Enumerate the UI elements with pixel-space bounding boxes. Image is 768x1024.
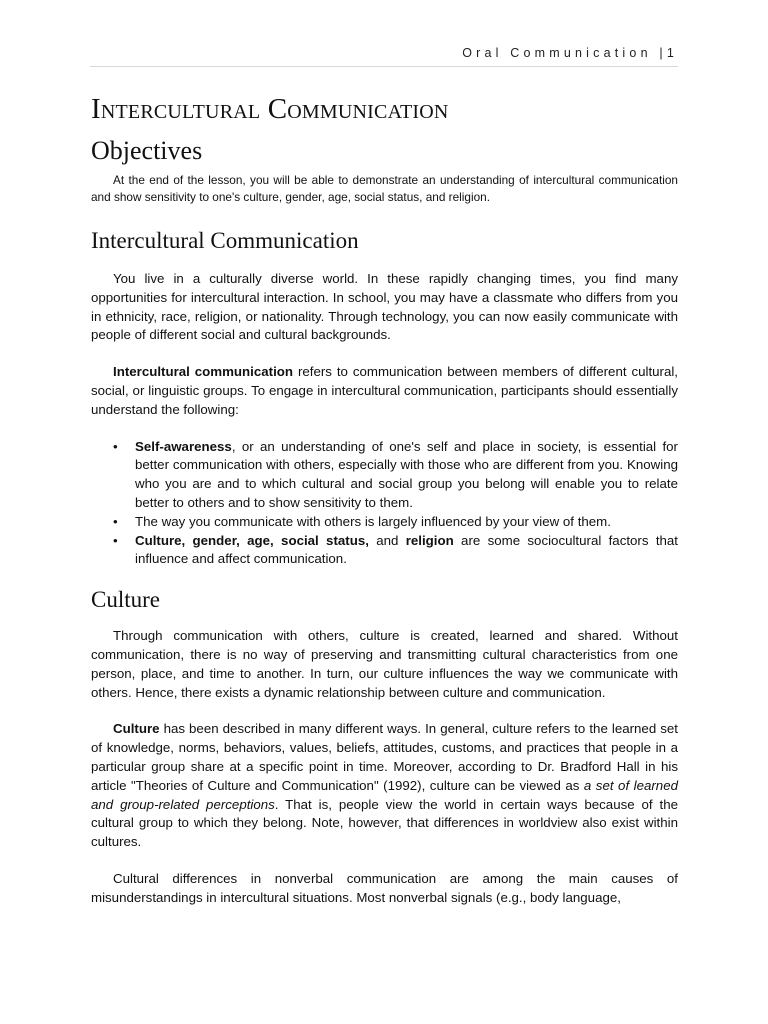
bullet-glyph: • — [113, 532, 118, 548]
religion-term: religion — [405, 532, 454, 548]
list-item — [91, 438, 678, 513]
header-text: Oral Communication |1 — [462, 46, 678, 60]
intercultural-bullet-list — [91, 438, 678, 570]
conjunction-text: and — [368, 532, 406, 548]
culture-emphasis: a set of learned and group-related perceptions — [91, 777, 678, 812]
culture-heading: Culture — [91, 587, 160, 613]
objectives-paragraph: At the end of the lesson, you will be able to demonstrate an understanding of intercultural communication and show sensitivity to one's culture, gender, age, social status, and religion. — [91, 173, 678, 204]
culture-paragraph-3: Cultural differences in nonverbal communication are among the main causes of misunderstandings in intercultural situations. Most nonverbal signals (e.g., body language, — [91, 870, 678, 905]
bullet-glyph: • — [113, 513, 118, 529]
list-item — [91, 513, 678, 532]
culture-paragraph-2 — [91, 720, 678, 852]
intercultural-heading: Intercultural Communication — [91, 228, 359, 253]
intercultural-paragraph-2 — [91, 363, 678, 419]
sociocultural-terms: Culture, gender, age, social status, — [135, 532, 369, 548]
culture-term: Culture — [113, 721, 160, 737]
intercultural-paragraph-1: You live in a culturally diverse world. In these rapidly changing times, you find many opportunities for intercultural interaction. In school, you may have a classmate who differs from you in ethnicity, race, religion, or nationality. Through technology, you can now easily communicate with people of different social and cultural backgrounds. — [91, 271, 678, 343]
self-awareness-text: , or an understanding of one's self and place in society, is essential for better communication with others, especially with those who are different from you. Knowing who you are and to which cultural and social group you belong will enable you to relate better to others and to show sensitivity to them. — [135, 438, 678, 510]
bullet-glyph: • — [113, 438, 118, 454]
self-awareness-term: Self-awareness — [135, 438, 232, 454]
culture-definition-b: . That is, people view the world in certain ways because of the cultural group to which they belong. Note, however, that differences in worldview also exist within cultures. — [91, 796, 678, 850]
culture-paragraph-1: Through communication with others, culture is created, learned and shared. Without communication, there is no way of preserving and transmitting cultural characteristics from one person, place, and time to another. In turn, our culture influences the way we communicate with others. Hence, there exists a dynamic relationship between culture and communication. — [91, 628, 678, 700]
list-item — [91, 532, 678, 570]
view-of-others-text: The way you communicate with others is largely influenced by your view of them. — [135, 513, 611, 529]
intercultural-definition: refers to communication between members of different cultural, social, or linguistic groups. To engage in intercultural communication, participants should essentially understand the following: — [91, 364, 679, 417]
intercultural-term: Intercultural communication — [113, 364, 294, 380]
sociocultural-text: are some sociocultural factors that influence and affect communication. — [135, 532, 678, 567]
objectives-heading: Objectives — [91, 136, 203, 165]
culture-definition-a: has been described in many different ways. In general, culture refers to the learned set of knowledge, norms, behaviors, values, beliefs, attitudes, customs, and practices that people in a particular group share at a specific point in time. Moreover, according to Dr. Bradford Hall in his article "Theories of Culture and Communication" (1992), culture can be viewed as — [91, 721, 678, 793]
page-content — [91, 92, 678, 908]
document-title: Intercultural Communication — [91, 93, 449, 125]
page-header — [90, 46, 678, 67]
